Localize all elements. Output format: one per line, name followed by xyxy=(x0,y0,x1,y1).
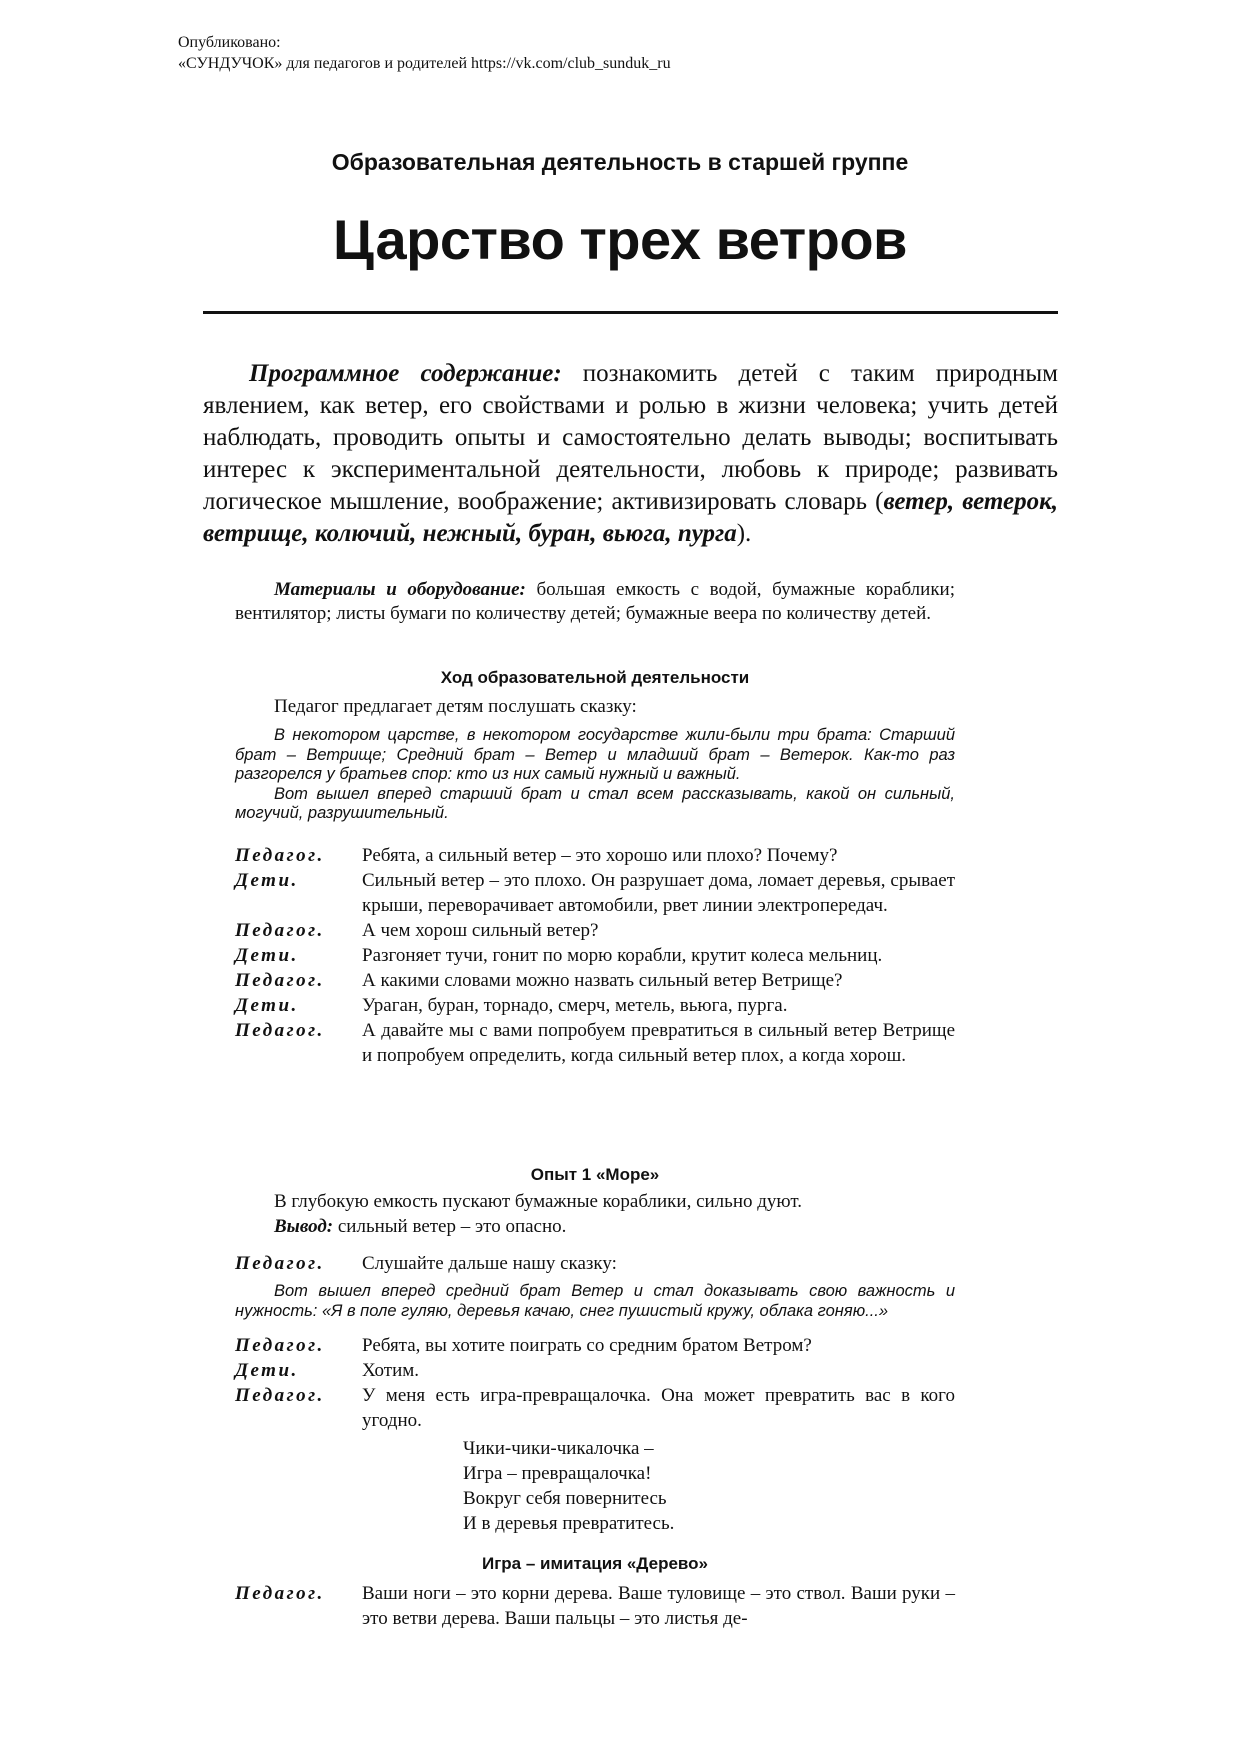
speaker: Дети. xyxy=(235,1360,299,1381)
dialog-row xyxy=(235,1383,955,1433)
dialog-block-1 xyxy=(235,843,955,1068)
speaker: Педагог. xyxy=(235,1253,325,1274)
dialog-block-4 xyxy=(235,1581,955,1631)
poem xyxy=(463,1436,674,1536)
line-text: Ребята, а сильный ветер – это хорошо или плохо? Почему? xyxy=(362,845,838,866)
page-subtitle: Образовательная деятельность в старшей группе xyxy=(331,149,909,175)
poem-line: Игра – превращалочка! xyxy=(463,1463,652,1484)
dialog-block-2 xyxy=(235,1251,955,1276)
line-text: Ураган, буран, торнадо, смерч, метель, вьюга, пурга. xyxy=(362,995,788,1016)
conclusion-text: сильный ветер – это опасно. xyxy=(333,1216,567,1237)
materials-label: Материалы и оборудование: xyxy=(274,579,526,600)
course-intro: Педагог предлагает детям послушать сказку: xyxy=(274,696,637,717)
speaker: Дети. xyxy=(235,945,299,966)
publication-label: Опубликовано: xyxy=(178,34,281,51)
dialog-row xyxy=(235,993,955,1018)
line-text: А чем хорош сильный ветер? xyxy=(362,920,599,941)
poem-line: И в деревья превратитесь. xyxy=(463,1513,675,1534)
experiment-conclusion xyxy=(274,1214,802,1239)
dialog-row xyxy=(235,868,955,918)
poem-line: Вокруг себя повернитесь xyxy=(463,1488,667,1509)
line-text: А какими словами можно назвать сильный ветер Ветрище? xyxy=(362,970,843,991)
program-text: познакомить детей с таким природным явлением, как ветер, его свойствами и ролью в жизни человека; учить детей наблюдать, проводить опыты и самостоятельно делать выводы; воспитывать интерес к экспериментальной деятельности, любовь к природе; развивать логическое мышление, воображение; активизировать словарь ( xyxy=(203,360,1058,515)
speaker: Педагог. xyxy=(235,1583,325,1604)
speaker: Педагог. xyxy=(235,970,325,991)
tale-paragraph: Вот вышел вперед старший брат и стал всем рассказывать, какой он сильный, могучий, разрушительный. xyxy=(235,784,955,822)
experiment-heading: Опыт 1 «Море» xyxy=(530,1165,660,1184)
speaker: Дети. xyxy=(235,870,299,891)
poem-line: Чики-чики-чикалочка – xyxy=(463,1438,654,1459)
dialog-row xyxy=(235,1251,955,1276)
speaker: Дети. xyxy=(235,995,299,1016)
line-text: Разгоняет тучи, гонит по морю корабли, крутит колеса мельниц. xyxy=(362,945,883,966)
materials-paragraph xyxy=(235,578,955,626)
page-title: Царство трех ветров xyxy=(333,208,907,271)
tale-paragraph: Вот вышел вперед средний брат Ветер и стал доказывать свою важность и нужность: «Я в поле гуляю, деревья качаю, снег пушистый кружу, облака гоняю...» xyxy=(235,1282,955,1320)
program-content xyxy=(203,358,1058,550)
dialog-row xyxy=(235,1358,955,1383)
experiment-text xyxy=(274,1189,802,1239)
tale-part-2 xyxy=(235,1282,955,1321)
game-heading: Игра – имитация «Дерево» xyxy=(482,1554,708,1573)
speaker: Педагог. xyxy=(235,845,325,866)
dialog-row xyxy=(235,1581,955,1631)
speaker: Педагог. xyxy=(235,1385,325,1406)
tale-paragraph: В некотором царстве, в некотором государстве жили-были три брата: Старший брат – Ветрище; Средний брат – Ветер и младший брат – Ветерок. Как-то раз разгорелся у братьев спор: кто из них самый нужный и важный. xyxy=(235,726,955,783)
publication-source: «СУНДУЧОК» для педагогов и родителей https://vk.com/club_sunduk_ru xyxy=(178,55,671,72)
experiment-description: В глубокую емкость пускают бумажные кораблики, сильно дуют. xyxy=(274,1191,802,1212)
line-text: А давайте мы с вами попробуем превратиться в сильный ветер Ветрище и попробуем определить, когда сильный ветер плох, а когда хорош. xyxy=(362,1020,955,1066)
dialog-row xyxy=(235,843,955,868)
course-heading: Ход образовательной деятельности xyxy=(440,668,750,687)
speaker: Педагог. xyxy=(235,1020,325,1041)
line-text: Ребята, вы хотите поиграть со средним братом Ветром? xyxy=(362,1335,812,1356)
conclusion-label: Вывод: xyxy=(274,1216,334,1237)
program-keywords: ветер, ветерок, ветрище, колючий, нежный, буран, вьюга, пурга xyxy=(203,488,1058,547)
speaker: Педагог. xyxy=(235,1335,325,1356)
program-closing: ). xyxy=(736,520,752,547)
tale-part-1 xyxy=(235,726,955,824)
line-text: Ваши ноги – это корни дерева. Ваше туловище – это ствол. Ваши руки – это ветви дерева. Ваши пальцы – это листья де- xyxy=(362,1583,955,1629)
line-text: Слушайте дальше нашу сказку: xyxy=(362,1253,617,1274)
speaker: Педагог. xyxy=(235,920,325,941)
dialog-row xyxy=(235,918,955,943)
dialog-row xyxy=(235,1018,955,1068)
line-text: Хотим. xyxy=(362,1360,420,1381)
dialog-row xyxy=(235,1333,955,1358)
dialog-row xyxy=(235,943,955,968)
line-text: У меня есть игра-превращалочка. Она может превратить вас в кого угодно. xyxy=(362,1385,955,1431)
dialog-block-3 xyxy=(235,1333,955,1433)
dialog-row xyxy=(235,968,955,993)
line-text: Сильный ветер – это плохо. Он разрушает дома, ломает деревья, срывает крыши, переворачивает автомобили, рвет линии электропередач. xyxy=(362,870,955,916)
materials-text: большая емкость с водой, бумажные кораблики; вентилятор; листы бумаги по количеству детей; бумажные веера по количеству детей. xyxy=(235,579,955,624)
program-label: Программное содержание: xyxy=(249,360,562,387)
publication-note xyxy=(178,32,671,74)
title-divider xyxy=(203,311,1058,314)
